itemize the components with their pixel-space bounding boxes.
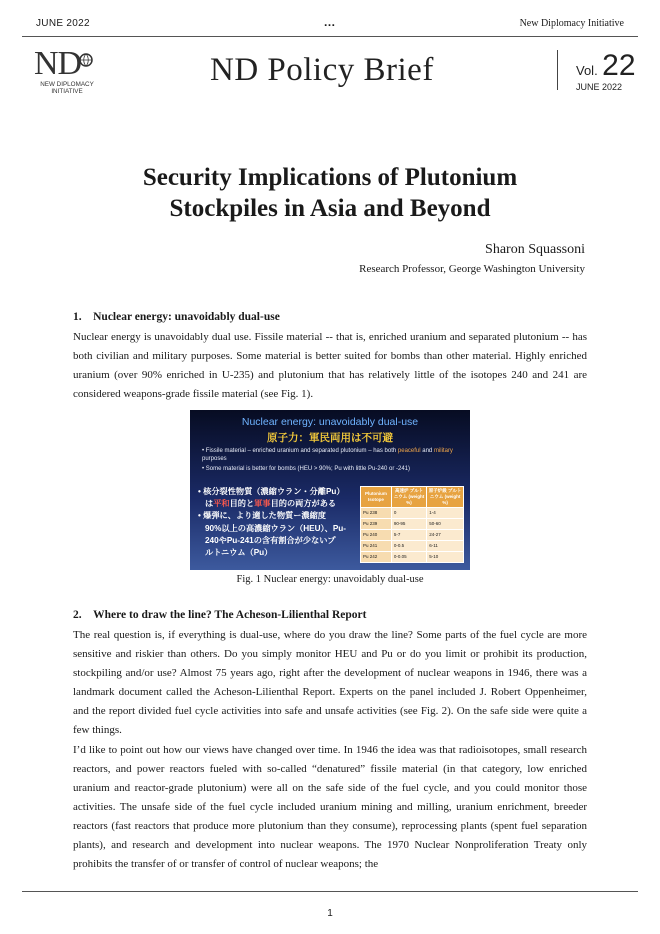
- slide-peaceful: peaceful: [397, 448, 421, 454]
- jp2b: 平和: [213, 499, 230, 509]
- figure1-caption: Fig. 1 Nuclear energy: unavoidably dual-use: [236, 574, 424, 585]
- policy-brief-title: ND Policy Brief: [210, 52, 434, 88]
- jp2d: 軍事: [254, 499, 271, 509]
- jp1: 核分裂性物質（濃縮ウラン・分離Pu）: [203, 487, 345, 496]
- header-rule: [22, 36, 638, 37]
- header-dots: …: [323, 15, 337, 29]
- slide-and: and: [420, 448, 434, 454]
- th-reactor: 原子炉級 プルトニウム (weight %): [427, 487, 464, 508]
- jp-line2: [198, 498, 363, 510]
- logo-mark-text: ND: [34, 45, 82, 82]
- author-affiliation: Research Professor, George Washington University: [359, 263, 585, 275]
- isotope-table-header: [361, 487, 464, 508]
- table-cell: Pu 242: [361, 552, 392, 563]
- th-isotope: Plutonium Isotope: [361, 487, 392, 508]
- author-name: Sharon Squassoni: [485, 242, 585, 257]
- table-cell: Pu 239: [361, 519, 392, 530]
- globe-icon: [79, 53, 93, 67]
- table-cell: 24-27: [427, 530, 464, 541]
- jp2e: 目的の両方がある: [270, 499, 337, 509]
- logo-mark: [34, 47, 114, 81]
- table-cell: Pu 240: [361, 530, 392, 541]
- slide-title-en: Nuclear energy: unavoidably dual-use: [241, 416, 419, 428]
- table-cell: 6-11: [427, 541, 464, 552]
- slide-bullet2: • Some material is better for bombs (HEU > 90%; Pu with little Pu-240 or -241): [202, 466, 411, 472]
- table-row: [361, 530, 464, 541]
- figure1-slide: [190, 410, 470, 570]
- table-cell: 50-60: [427, 519, 464, 530]
- jp2a: は: [205, 499, 214, 509]
- section1-heading: 1. Nuclear energy: unavoidably dual-use: [73, 311, 280, 323]
- jp-line1: • 核分裂性物質（濃縮ウラン・分離Pu）: [198, 487, 345, 496]
- footer-rule: [22, 891, 638, 892]
- jp-line3: • 爆弾に、より適した物質ー濃縮度: [198, 511, 326, 521]
- page-number: 1: [327, 908, 333, 919]
- section2-heading: 2. Where to draw the line? The Acheson-Lilienthal Report: [73, 609, 367, 621]
- section2-paragraph1: The real question is, if everything is dual-use, where do you draw the line? Some parts of the fuel cycle are more sensitive and riskier than others. Do you simply monitor HEU and Pu or do you limit or prohibit its production, stockpiling and/or use? Almost 75 years ago, right after the development of nuclear weapons in 1946, there was a landmark document called the Acheson-Lilienthal Report. Experts on the panel included J. Robert Oppenheimer, and the report divided fuel cycle activities into safe and unsafe activities (see Fig. 2). On the safe side were quite a few things.: [73, 629, 587, 736]
- header-org: New Diplomacy Initiative: [519, 18, 624, 29]
- logo-sub1: NEW DIPLOMACY: [40, 81, 94, 88]
- table-cell: 0: [391, 508, 426, 519]
- document-title: [60, 162, 600, 224]
- slide-bullet1-text: Fissile material – enriched uranium and separated plutonium – has both: [205, 448, 398, 454]
- header-date: JUNE 2022: [36, 18, 90, 29]
- table-row: [361, 541, 464, 552]
- slide-bullet2-text: Some material is better for bombs (HEU > 90%; Pu with little Pu-240 or -241): [205, 466, 411, 472]
- table-cell: 90-95: [391, 519, 426, 530]
- table-cell: Pu 241: [361, 541, 392, 552]
- table-row: [361, 519, 464, 530]
- table-cell: 1-4: [427, 508, 464, 519]
- table-row: [361, 508, 464, 519]
- volume-label: Vol.: [576, 63, 598, 78]
- table-row: [361, 552, 464, 563]
- section1-paragraph: Nuclear energy is unavoidably dual use. Fissile material -- that is, enriched uranium and separated plutonium -- has both civilian and military purposes. Some material is better suited for bombs than other material. Highly enriched uranium (over 90% enriched in U-235) and plutonium that has relatively little of the isotopes 240 and 241 are considered weapons-grade fissile material (see Fig. 1).: [73, 331, 587, 400]
- slide-military: military: [433, 448, 453, 454]
- isotope-table: [360, 486, 464, 563]
- table-cell: 5-7: [391, 530, 426, 541]
- slide-purposes: purposes: [202, 456, 227, 462]
- jp-line6: ルトニウム（Pu）: [205, 548, 273, 558]
- volume-number: 22: [602, 49, 636, 82]
- nd-logo: [34, 47, 114, 107]
- table-cell: Pu 238: [361, 508, 392, 519]
- table-cell: 5-10: [427, 552, 464, 563]
- th-fast: 高速炉 ブルトニウム (weight %): [391, 487, 426, 508]
- jp-line4: 90%以上の高濃縮ウラン（HEU）、Pu-: [205, 523, 347, 533]
- table-cell: 0-0.5: [391, 541, 426, 552]
- volume-block: [576, 49, 636, 92]
- jp3: 爆弾に、より適した物質ー濃縮度: [203, 511, 326, 521]
- slide-bullet1: • Fissile material – enriched uranium and separated plutonium – has both peaceful and military purposes: [202, 448, 453, 462]
- jp2c: 目的と: [229, 499, 255, 509]
- title-line1: Security Implications of Plutonium: [142, 164, 518, 191]
- logo-sub2: INITIATIVE: [51, 88, 83, 95]
- slide-jp-text: [198, 486, 363, 559]
- slide-title-jp: 原子力：軍民両用は不可避: [267, 432, 393, 444]
- page-header: [22, 15, 638, 32]
- title-line2: Stockpiles in Asia and Beyond: [169, 195, 491, 222]
- vertical-divider: [557, 50, 558, 90]
- section2-paragraph2: I’d like to point out how our views have changed over time. In 1946 the idea was that radioisotopes, small research reactors, and power reactors fueled with so-called “denatured” fissile material (in that category, low enriched uranium and reactor-grade plutonium) were all on the safe side of the fuel cycle, and you could monitor those activities. The unsafe side of the fuel cycle included uranium mining and milling, uranium enrichment, breeder reactors (fast reactors that produce more plutonium than they consume), reprocessing plants (spent fuel separation plants), and research and development into nuclear weapons. The 1970 Nuclear Nonproliferation Treaty only prohibits the transfer of or transfer of control of nuclear weapons; the: [73, 744, 587, 870]
- jp-line5: 240やPu-241の含有割合が少ないプ: [205, 535, 336, 545]
- table-cell: 0-0.05: [391, 552, 426, 563]
- volume-date: JUNE 2022: [576, 82, 623, 92]
